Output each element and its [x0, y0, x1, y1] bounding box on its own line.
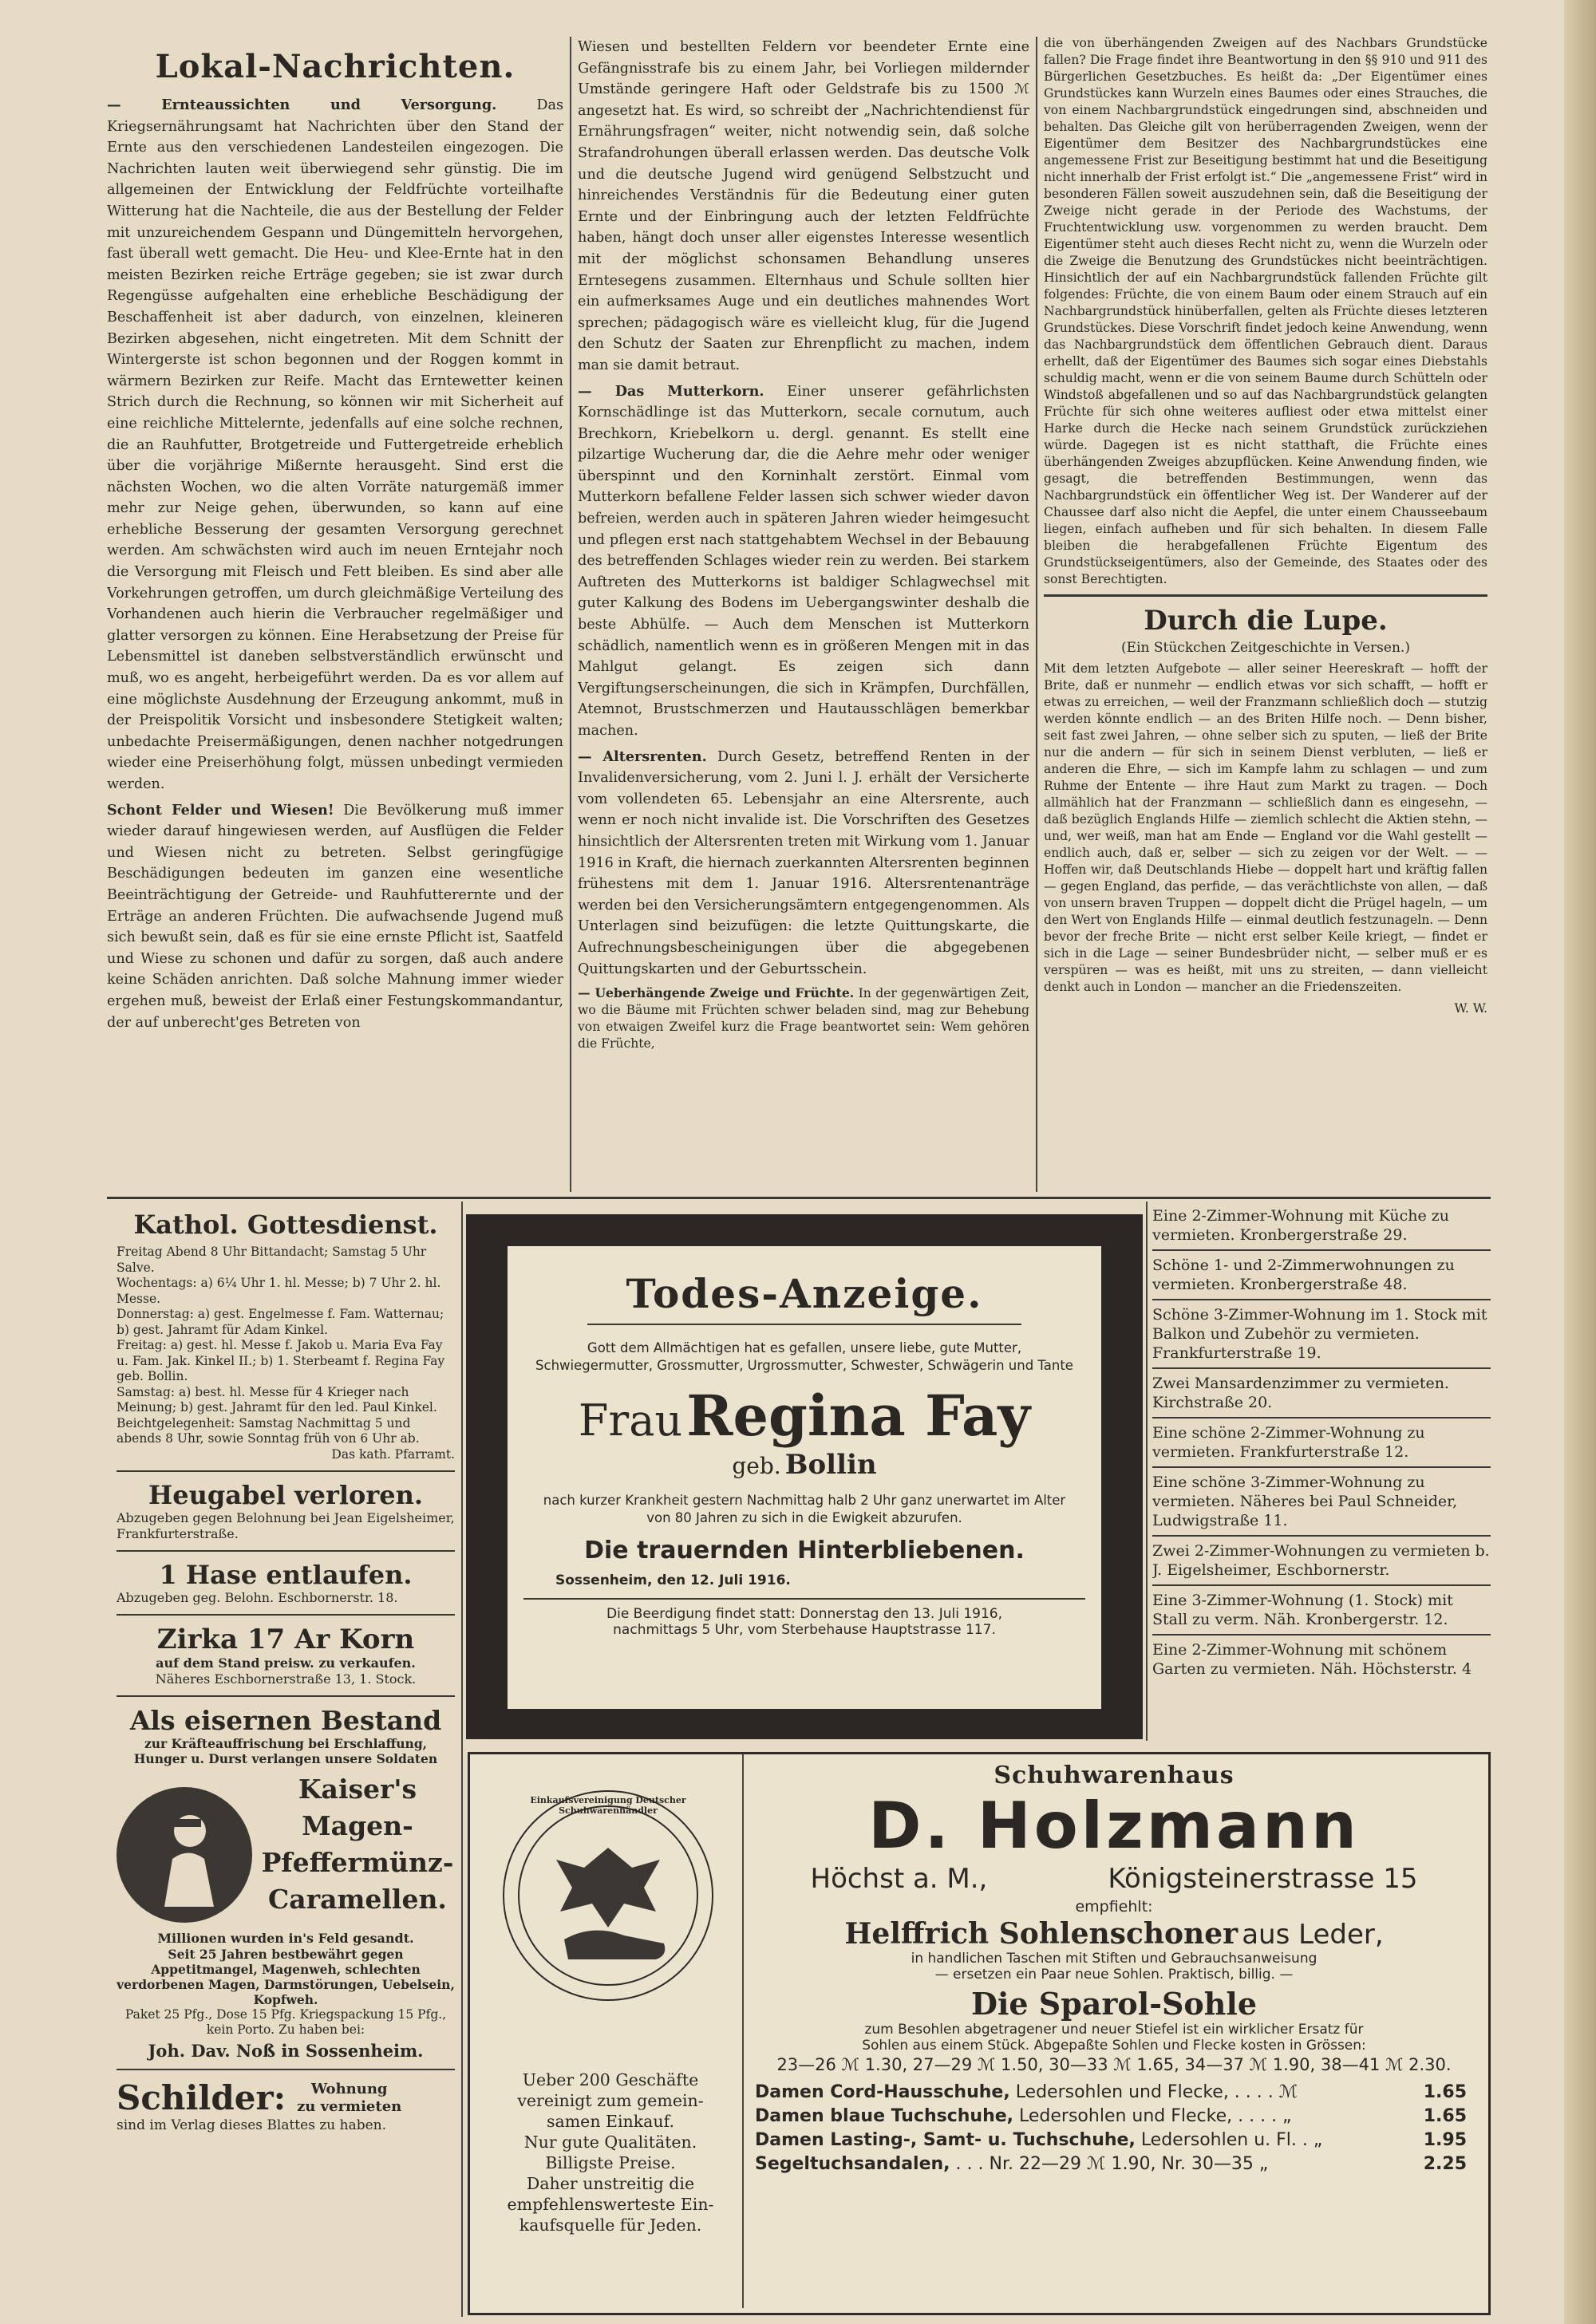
rental-ad: Eine schöne 2-Zimmer-Wohnung zu vermieten. Frankfurterstraße 12.: [1152, 1418, 1491, 1468]
shop-street: Königsteinerstrasse 15: [1108, 1863, 1418, 1895]
poem-text: Mit dem letzten Aufgebote — aller seiner Heereskraft — hofft der Brite, daß er nunmehr — endlich etwas vor sich schafft, — hofft er etwas zu erreichen, — weil der Franzmann schließlich doch — stutzig werden könnte endlich — an des Briten Hilfe noch. — Denn bisher, seit fast zwei Jahren, — ohne selber sich zu sputen, — ließ der Brite nur die andern — für sich in seinem Dienst verbluten, — ließ er anderen die Ehre, — sich im Kampfe lahm zu schlagen — und zum Ruhme der Entente — ihre Haut zum Markt zu tragen. — Doch allmählich hat der Franzmann — schließlich dann es eingesehn, — daß bezüglich Englands Hilfe — ziemlich schlecht die Aktien stehn, — und, wer weiß, man hat am Ende — England vor die Wahl gestellt — endlich auch, daß er, selber — sich zu zeigen vor der Welt. — — Hoffen wir, daß Deutschlands Hiebe — doppelt hart und kräftig fallen — gegen England, das perfide, — das verächtlichste von allen, — daß von unsern braven Truppen — doppelt dicht die Prügel hageln, — um den Wert von Englands Hilfe — einmal deutlich festzunageln. — Denn bevor der freche Brite — nicht erst selber Keile kriegt, — findet er sich in die Lage — seiner Bundesbrüder nicht, — selber muß er es verspüren — was es heißt, mit uns zu streiten, — dann vielleicht denkt auch in London — mancher an die Friedenszeiten.: [1044, 661, 1487, 994]
kaiser-text-3: Paket 25 Pfg., Dose 15 Pfg. Kriegspackung 15 Pfg., kein Porto. Zu haben bei:: [124, 2007, 447, 2037]
article-body: In der gegenwärtigen Zeit, wo die Bäume mit Früchten schwer beladen sind, mag zur Behebung von etwaigen Zweifel kurz die Frage beantwortet sein: Wem gehören die Früchte,: [578, 986, 1029, 1052]
column-rule: [1036, 37, 1037, 1192]
mourners: Die trauernden Hinterbliebenen.: [584, 1537, 1025, 1564]
price-row: [755, 2105, 1467, 2129]
article-mutterkorn: [578, 381, 1029, 742]
article-felder: [107, 800, 563, 1034]
product-2-desc: zum Besohlen abgetragener und neuer Stiefel ist ein wirklicher Ersatz für: [864, 2022, 1364, 2038]
column-rule: [570, 37, 571, 1192]
kaiser-brand-block: [117, 1771, 455, 1931]
hase-title: 1 Hase entlaufen.: [159, 1560, 413, 1590]
kaiser-text-2: Seit 25 Jahren bestbewährt gegen Appetitmangel, Magenweh, schlechten verdorbenen Magen, Darmstörungen, Uebelsein, Kopfweh.: [117, 1947, 455, 2007]
item-name: Damen Lasting-, Samt- u. Tuchschuhe,: [755, 2130, 1136, 2150]
ad-divider: [117, 1695, 455, 1697]
brand-line: Caramellen.: [268, 1884, 447, 1915]
verein-line: kaufsquelle für Jeden.: [519, 2215, 702, 2235]
column-rule: [461, 1201, 463, 2317]
article-head: — Ernteaussichten und Versorgung.: [107, 97, 497, 113]
rental-ad: Schöne 1- und 2-Zimmerwohnungen zu vermieten. Kronbergerstraße 48.: [1152, 1251, 1491, 1300]
item-price: 1.65: [1423, 2082, 1467, 2102]
schilder-ad: [117, 2078, 455, 2117]
kaiser-subline: zur Kräfteauffrischung bei Erschlaffung, Hunger u. Durst verlangen unsere Soldaten: [133, 1736, 438, 1766]
rental-ad: Eine 2-Zimmer-Wohnung mit Küche zu vermieten. Kronbergerstraße 29.: [1152, 1203, 1491, 1251]
verein-line: Nur gute Qualitäten.: [523, 2133, 697, 2152]
mass-line: Donnerstag: a) gest. Engelmesse f. Fam. Watternau; b) gest. Jahramt für Adam Kinkel.: [117, 1307, 444, 1337]
heugabel-text: Abzugeben gegen Belohnung bei Jean Eigelsheimer, Frankfurterstraße.: [117, 1510, 455, 1541]
article-body: Die Bevölkerung muß immer wieder darauf hingewiesen werden, auf Ausflügen die Felder und Wiesen nicht zu betreten. Selbst geringfügige Beschädigungen bedeuten im ganzen eine wesentliche Beeinträchtigung der Getreide- und Rauhfutterernte und der Erträge an anderen Früchten. Die aufwachsende Jugend muß sich bewußt sein, daß es für sie eine ernste Pflicht ist, Saatfeld und Wiese zu schonen und dafür zu sorgen, daß auch andere keine Schäden anrichten. Daß solche Mahnung immer wieder ergehen muß, beweist der Erlaß einer Festungskommandantur, der auf unberecht'ges Betreten von: [107, 802, 563, 1031]
rental-ad: Zwei 2-Zimmer-Wohnungen zu vermieten b. J. Eigelsheimer, Eschbornerstr.: [1152, 1537, 1491, 1586]
kaiser-brand: [260, 1771, 455, 1918]
product-1-desc-2: — ersetzen ein Paar neue Sohlen. Praktisch, billig. —: [934, 1967, 1294, 1983]
item-desc: . . . Nr. 22—29 ℳ 1.90, Nr. 30—35 „: [955, 2154, 1269, 2174]
mass-line: Beichtgelegenheit: Samstag Nachmittag 5 und abends 8 Uhr, sowie Sonntag früh von 6 Uhr ab.: [117, 1415, 420, 1446]
holzmann-main: [750, 1762, 1478, 2304]
deceased-name: Regina Fay: [686, 1383, 1031, 1449]
schilder-right-1: Wohnung: [310, 2080, 388, 2097]
kaiser-text-1: Millionen wurden in's Feld gesandt.: [157, 1931, 414, 1946]
empfiehlt: empfiehlt:: [1075, 1898, 1153, 1916]
korn-text-2: Näheres Eschbornerstraße 13, 1. Stock.: [155, 1671, 417, 1687]
column-rule: [1146, 1201, 1148, 1741]
title-rule: [587, 1324, 1021, 1325]
rental-ad: Schöne 3-Zimmer-Wohnung im 1. Stock mit Balkon und Zubehör zu vermieten. Frankfurterstraße 19.: [1152, 1300, 1491, 1369]
rental-ad: Eine schöne 3-Zimmer-Wohnung zu vermieten. Näheres bei Paul Schneider, Ludwigstraße 11.: [1152, 1468, 1491, 1537]
price-row: [755, 2081, 1467, 2105]
product-2-name: Die Sparol-Sohle: [970, 1986, 1258, 2022]
frau-label: Frau: [578, 1395, 683, 1446]
kaiser-headline: Als eisernen Bestand: [129, 1705, 442, 1736]
article-felder-cont: Wiesen und bestellten Feldern vor beendeter Ernte eine Gefängnisstrafe bis zu einem Jahr, bei Vorliegen mildernder Umstände geringere Haft oder Geldstrafe bis zu 1500 ℳ angesetzt hat. Es wird, so schreibt der „Nachrichtendienst für Ernährungsfragen“ weiter, nicht notwendig sein, daß solche Strafandrohungen überall erlassen werden. Das deutsche Volk und die deutsche Jugend wird genügend Selbstzucht und hinreichendes Verständnis für die Bedeutung einer guten Ernte und der Einbringung auch der letzten Feldfrüchte haben, hängt doch unser aller eigenstes Interesse wesentlich mit der möglichst schonsamen Behandlung unseres Erntesegens zusammen. Elternhaus und Schule sollten hier ein aufmerksames Auge und ein deutliches mahnendes Wort sprechen; pädagogisch wäre es vielleicht klug, für die Jugend den Schutz der Saaten zur Ehrenpflicht zu machen, indem man sie damit betraut.: [578, 39, 1029, 373]
death-notice: [508, 1246, 1101, 1709]
price-row: [755, 2152, 1467, 2176]
rental-ad: Eine 2-Zimmer-Wohnung mit schönem Garten zu vermieten. Näh. Höchsterstr. 4: [1152, 1641, 1472, 1678]
verein-line: samen Einkauf.: [547, 2112, 674, 2131]
item-price: 2.25: [1423, 2154, 1467, 2174]
item-desc: Ledersohlen und Flecke, . . . . ℳ: [1015, 2082, 1298, 2102]
rental-ad: Zwei Mansardenzimmer zu vermieten. Kirchstraße 20.: [1152, 1369, 1491, 1418]
section-title: Lokal-Nachrichten.: [155, 48, 516, 85]
geb-label: geb.: [732, 1453, 781, 1479]
mass-line: Freitag Abend 8 Uhr Bittandacht; Samstag 5 Uhr Salve.: [117, 1245, 427, 1275]
brand-line: Pfeffermünz-: [261, 1847, 454, 1878]
verein-text: [487, 2070, 734, 2235]
brand-line: Magen-: [302, 1810, 413, 1841]
eagle-shoe-icon: [504, 1792, 712, 1999]
death-intro: Gott dem Allmächtigen hat es gefallen, unsere liebe, gute Mutter, Schwiegermutter, Grossmutter, Urgrossmutter, Schwester, Schwägerin und Tante: [535, 1340, 1073, 1373]
product-1-desc: in handlichen Taschen mit Stiften und Gebrauchsanweisung: [911, 1951, 1317, 1967]
ad-divider: [117, 1614, 455, 1616]
ad-divider: [117, 2069, 455, 2070]
notice-rule: [523, 1598, 1085, 1600]
holzmann-verein: [487, 1766, 734, 2301]
price-list: [750, 2074, 1478, 2176]
kaiser-seller: Joh. Dav. Noß in Sossenheim.: [148, 2041, 424, 2061]
shop-address: [750, 1863, 1478, 1895]
verein-line: Daher unstreitig die: [526, 2174, 695, 2193]
verein-line: Billigste Preise.: [545, 2153, 676, 2172]
item-name: Damen blaue Tuchschuhe,: [755, 2106, 1014, 2126]
emblem-text: Einkaufsvereinigung Deutscher Schuhwarenhändler: [530, 1795, 686, 1816]
poem-signature: W. W.: [1454, 1001, 1487, 1016]
article-head: — Altersrenten.: [578, 748, 707, 765]
item-name: Damen Cord-Hausschuhe,: [755, 2082, 1010, 2102]
schilder-title: Schilder:: [117, 2078, 286, 2117]
soldier-illustration: [117, 1787, 252, 1923]
korn-title: Zirka 17 Ar Korn: [156, 1624, 415, 1655]
article-head: Schont Felder und Wiesen!: [107, 801, 334, 819]
column-3: [1044, 35, 1487, 1192]
korn-text: auf dem Stand preisw. zu verkaufen.: [156, 1655, 416, 1671]
mass-line: Samstag: a) best. hl. Messe für 4 Krieger nach Meinung; b) gest. Jahramt für den led. Paul Kinkel.: [117, 1384, 437, 1415]
product-2-desc-2: Sohlen aus einem Stück. Abgepaßte Sohlen und Flecke kosten in Grössen:: [862, 2038, 1366, 2054]
item-price: 1.95: [1423, 2130, 1467, 2150]
ad-divider: [117, 1550, 455, 1552]
death-place-date: Sossenheim, den 12. Juli 1916.: [555, 1572, 791, 1588]
schilder-right: [297, 2081, 401, 2116]
page-edge: [1564, 0, 1596, 2324]
poem-subtitle: (Ein Stückchen Zeitgeschichte in Versen.): [1121, 640, 1410, 656]
brand-line: Kaiser's: [298, 1774, 417, 1805]
article-body: Einer unserer gefährlichsten Kornschädlinge ist das Mutterkorn, secale cornutum, auch Brechkorn, Kriebelkorn u. dergl. genannt. Es stellt eine pilzartige Wucherung dar, die die Aehre mehr oder weniger überspinnt und den Korninhalt zerstört. Einmal vom Mutterkorn befallene Felder lassen sich schwer wieder davon befreien, werden auch in späteren Jahren wieder heimgesucht und pflegen erst nach stattgehabtem Wechsel in der Bebauung des betreffenden Schlages wieder rein zu werden. Bei starkem Auftreten des Mutterkorns ist baldiger Schlagwechsel mit guter Kalkung des Bodens im Uebergangswinter deshalb die beste Abhülfe. — Auch dem Menschen ist Mutterkorn schädlich, namentlich wenn es in größeren Mengen mit in das Mahlgut gelangt. Es zeigen sich dann Vergiftungserscheinungen, die sich in Krämpfen, Durchfällen, Atemnot, Brustschmerzen und Hautausschlägen bemerkbar machen.: [578, 383, 1029, 739]
article-head: — Ueberhängende Zweige und Früchte.: [578, 985, 855, 1001]
mass-line: Wochentags: a) 6¼ Uhr 1. hl. Messe; b) 7 Uhr 2. hl. Messe.: [117, 1276, 441, 1306]
death-name-line: [508, 1383, 1101, 1449]
article-ernte: [107, 95, 563, 795]
item-price: 1.65: [1423, 2106, 1467, 2126]
verein-line: vereinigt zum gemein-: [517, 2091, 704, 2110]
price-row: [755, 2129, 1467, 2152]
column-1: [107, 41, 563, 1182]
article-body: Durch Gesetz, betreffend Renten in der Invalidenversicherung, vom 2. Juni l. J. erhält der Versicherte vom vollendeten 65. Lebensjahr an eine Altersrente, auch wenn er noch nicht invalide ist. Die Vorschriften des Gesetzes hinsichtlich der Altersrenten treten mit Wirkung vom 1. Januar 1916 in Kraft, die hiernach zuerkannten Altersrenten beginnen frühestens mit dem 1. Januar 1916. Altersrentenanträge werden bei den Versicherungsämtern entgegengenommen. Als Unterlagen sind beizufügen: die letzte Quittungskarte, die Aufrechnungsbescheinigungen über die abgegebenen Quittungskarten und der Geburtsschein.: [578, 748, 1029, 977]
poem-title: Durch die Lupe.: [1144, 605, 1388, 637]
soldier-icon: [117, 1787, 252, 1923]
funeral-line-2: nachmittags 5 Uhr, vom Sterbehause Hauptstrasse 117.: [613, 1622, 996, 1638]
mass-schedule: [117, 1245, 455, 1462]
funeral-line-1: Die Beerdigung findet statt: Donnerstag den 13. Juli 1916,: [606, 1606, 1002, 1622]
rental-ad: Eine 3-Zimmer-Wohnung (1. Stock) mit Stall zu verm. Näh. Kronbergerstr. 12.: [1152, 1586, 1491, 1635]
article-zweige-wrap: [578, 984, 1029, 1052]
article-zweige-cont: die von überhängenden Zweigen auf des Nachbars Grundstücke fallen? Die Frage findet ihre Beantwortung in den §§ 910 und 911 des Bürgerlichen Gesetzbuches. Es heißt da: „Der Eigentümer eines Grundstückes kann Wurzeln eines Baumes oder eines Strauches, die von einem Nachbargrundstück eingedrungen sind, abschneiden und behalten. Das Gleiche gilt von herüberragenden Zweigen, wenn der Eigentümer dem Besitzer des Nachbargrundstückes eine angemessene Frist zur Beseitigung bestimmt hat und die Beseitigung nicht innerhalb der Frist erfolgt ist.“ Die „angemessene Frist“ wird in besonderen Fällen soweit auszudehnen sein, daß die Beseitigung der Zweige nicht gerade in der Periode des Wachstums, der Fruchtentwicklung usw. vorgenommen zu werden braucht. Dem Eigentümer steht auch dieses Recht nicht zu, wenn die Wurzeln oder die Zweige die Benutzung des Grundstückes nicht beeinträchtigen. Hinsichtlich der auf ein Nachbargrundstück fallenden Früchte gilt folgendes: Früchte, die von einem Baum oder einem Strauch auf ein Nachbargrundstück hinüberfallen, gelten als Früchte dieses letzteren Grundstückes. Diese Vorschrift findet jedoch keine Anwendung, wenn das Nachbargrundstück dem öffentlichen Gebrauch dient. Daraus erhellt, daß der Eigentümer des Baumes sich sogar eines Diebstahls schuldig macht, wenn er die von seinem Baume durch Schütteln oder Windstoß abgefallenen und so auf das Nachbargrundstück gelangten Früchte für sich ohne weiteres aufliest oder etwa mittelst einer Harke durch die Hecke nach seinem Grundstück zurückziehen würde. Dagegen ist es nicht statthaft, die Früchte eines überhängenden Zweiges abzupflücken. Keine Anwendung finden, wie gesagt, die betreffenden Bestimmungen, wenn das Nachbargrundstück ein öffentlicher Weg ist. Der Wanderer auf der Chaussee darf also nicht die Aepfel, die unter einem Chausseebaum liegen, einfach aufheben und für sich behalten. In diesem Falle bleiben die herabgefallenen Früchte Eigentum des Grundstückseigentümers, also der Gemeinde, des Staates oder des sonst Berechtigten.: [1044, 36, 1487, 586]
product-1-material: aus Leder,: [1242, 1919, 1384, 1951]
article-body: Das Kriegsernährungsamt hat Nachrichten über den Stand der Ernte aus den verschiedenen Landesteilen eingezogen. Die Nachrichten lauten weit überwiegend sehr günstig. Die im allgemeinen der Entwicklung der Feldfrüchte vorteilhafte Witterung hat die Nachteile, die aus der Bestellung der Felder mit unzureichendem Gespann und Düngemitteln hervorgehen, fast überall wett gemacht. Die Heu- und Klee-Ernte hat in den meisten Bezirken reiche Erträge gegeben; sie ist zwar durch Regengüsse aufgehalten eine erhebliche Beschädigung der Beschaffenheit ist aber dadurch, von einzelnen, kleineren Bezirken abgesehen, nicht eingetreten. Mit dem Schnitt der Wintergerste ist schon begonnen und der Roggen kommt in wärmern Bezirken zur Reife. Macht das Erntewetter keinen Strich durch die Rechnung, so können wir mit Sicherheit auf eine reichliche Mittelernte, jedenfalls auf eine solche rechnen, die an Rauhfutter, Brotgetreide und Futtergetreide erheblich über die vorjährige Mißernte herausgeht. Sind erst die nächsten Wochen, wo die alten Vorräte naturgemäß immer mehr zur Neige gehen, überwunden, so kann auf eine erhebliche Besserung der gesamten Versorgung gerechnet werden. Am schwächsten wird auch im neuen Erntejahr noch die Versorgung mit Fleisch und Fett bleiben. Es sind aber alle Vorkehrungen getroffen, um durch gleichmäßige Verteilung des Vorhandenen auch hierin die Verbraucher regelmäßiger und glatter versorgen zu können. Eine Herabsetzung der Preise für Lebensmittel ist daneben selbstverständlich erwünscht und muß, wo es angeht, herbeigeführt werden. Da es vor allem auf eine möglichste Ausdehnung der Erzeugung ankommt, muß in der Preispolitik Vorsicht und insbesondere Stetigkeit walten; unbedachte Preisermäßigungen, denen nachher notgedrungen wieder eine Preiserhöhung folgt, müssen unbedingt vermieden werden.: [107, 97, 563, 792]
rental-ads: [1152, 1203, 1491, 1741]
item-desc: Ledersohlen und Flecke, . . . . „: [1019, 2106, 1292, 2126]
schilder-text: sind im Verlag dieses Blattes zu haben.: [117, 2117, 387, 2133]
mass-title: Kathol. Gottesdienst.: [133, 1209, 438, 1240]
size-prices: 23—26 ℳ 1.30, 27—29 ℳ 1.50, 30—33 ℳ 1.65, 34—37 ℳ 1.90, 38—41 ℳ 2.30.: [776, 2055, 1452, 2074]
schilder-right-2: zu vermieten: [297, 2097, 402, 2115]
column-2: [578, 37, 1029, 1190]
mass-line: Freitag: a) gest. hl. Messe f. Jakob u. Maria Eva Fay u. Fam. Jak. Kinkel II.; b) 1. Sterbeamt f. Regina Fay geb. Bollin.: [117, 1338, 445, 1383]
shop-name: D. Holzmann: [868, 1789, 1360, 1863]
emblem: [503, 1790, 713, 2001]
product-1: [750, 1917, 1478, 1951]
box-divider: [742, 1754, 744, 2308]
item-desc: Ledersohlen u. Fl. . „: [1140, 2130, 1323, 2150]
shop-city: Höchst a. M.,: [810, 1863, 988, 1895]
death-title: Todes-Anzeige.: [626, 1270, 983, 1317]
ad-divider: [117, 1470, 455, 1472]
article-altersrenten: [578, 747, 1029, 980]
item-name: Segeltuchsandalen,: [755, 2154, 950, 2174]
section-divider: [1044, 594, 1487, 597]
mass-signature: Das kath. Pfarramt.: [331, 1446, 455, 1462]
verein-line: empfehlenswerteste Ein-: [507, 2195, 714, 2214]
maiden-name: Bollin: [784, 1449, 877, 1481]
heugabel-title: Heugabel verloren.: [148, 1480, 423, 1510]
death-text: nach kurzer Krankheit gestern Nachmittag halb 2 Uhr ganz unerwartet im Alter von 80 Jahren zu sich in die Ewigkeit abzurufen.: [543, 1493, 1066, 1525]
section-divider: [107, 1197, 1491, 1199]
maiden-line: [508, 1449, 1101, 1481]
hase-text: Abzugeben geg. Belohn. Eschbornerstr. 18.: [117, 1590, 398, 1605]
verein-line: Ueber 200 Geschäfte: [522, 2070, 699, 2089]
shop-type: Schuhwarenhaus: [994, 1762, 1235, 1789]
product-1-name: Helffrich Sohlenschoner: [844, 1917, 1238, 1951]
small-ads-column: [117, 1206, 455, 2319]
article-zweige: [578, 984, 1029, 1052]
article-head: — Das Mutterkorn.: [578, 382, 764, 400]
